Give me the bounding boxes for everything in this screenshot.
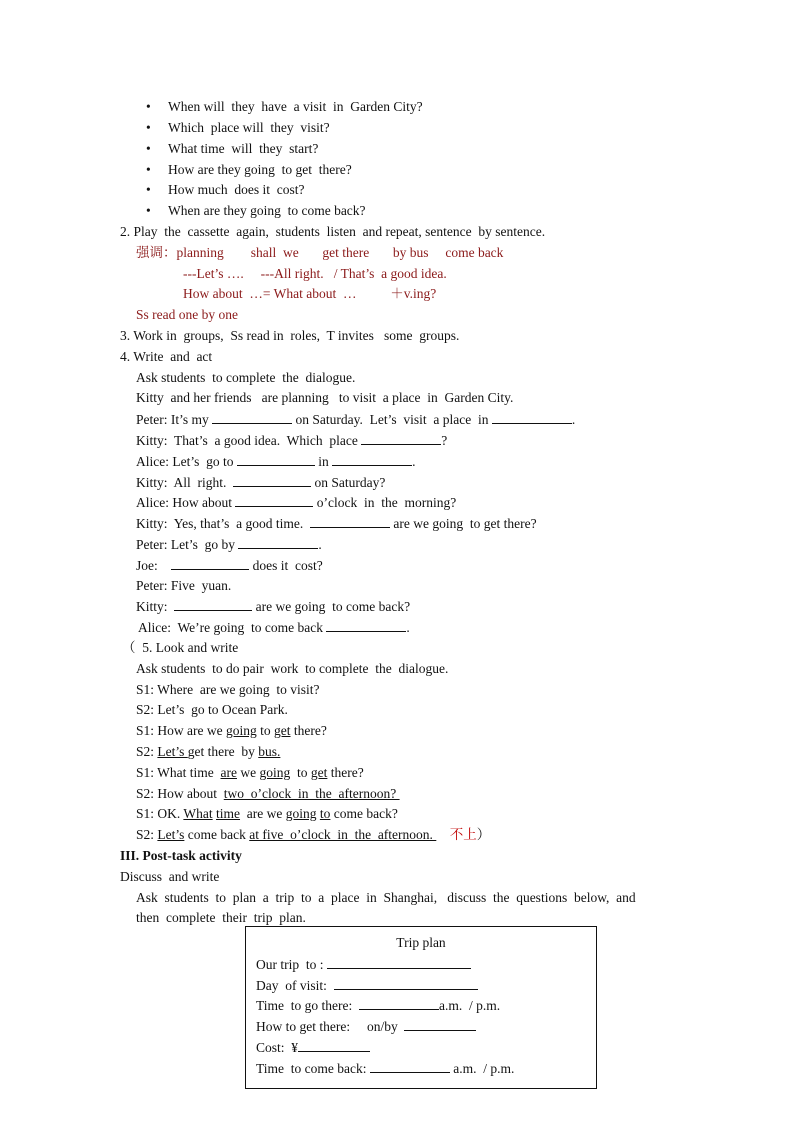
pair-line: S1: How are we going to get there? bbox=[136, 723, 327, 738]
dialogue-line: Peter: It’s my on Saturday. Let’s visit a place in . bbox=[136, 412, 576, 427]
blank[interactable] bbox=[326, 618, 406, 632]
trip-plan-title: Trip plan bbox=[396, 935, 446, 950]
blank[interactable] bbox=[174, 597, 252, 611]
emphasis-label: 强调： bbox=[136, 245, 177, 260]
pair-line: S1: OK. What time are we going to come back? bbox=[136, 806, 398, 821]
trip-row: Time to go there: a.m. / p.m. bbox=[256, 998, 501, 1013]
bullet: • bbox=[146, 203, 151, 218]
trip-row: Our trip to : bbox=[256, 955, 471, 974]
task-instructions: Ask students to plan a trip to a place in Shanghai, discuss the questions below, and bbox=[136, 890, 636, 905]
blank[interactable] bbox=[361, 431, 441, 445]
section-heading: III. Post-task activity bbox=[120, 848, 242, 863]
return-time-field[interactable] bbox=[370, 1059, 450, 1073]
dialogue-line: Kitty: are we going to come back? bbox=[136, 599, 411, 614]
trip-row: Cost: ¥ bbox=[256, 1038, 370, 1057]
blank[interactable] bbox=[235, 493, 313, 507]
pair-line: S2: Let’s go to Ocean Park. bbox=[136, 702, 288, 717]
cost-field[interactable] bbox=[298, 1038, 370, 1052]
pair-line: S2: Let’s come back at five o’clock in the afternoon. 不上） bbox=[136, 827, 491, 842]
dialogue-line: Kitty: Yes, that’s a good time. are we going to get there? bbox=[136, 516, 537, 531]
step-4-intro: Ask students to complete the dialogue. bbox=[136, 370, 356, 385]
blank[interactable] bbox=[492, 410, 572, 424]
question-item: Which place will they visit? bbox=[168, 120, 330, 135]
trip-row: Time to come back: a.m. / p.m. bbox=[256, 1061, 515, 1076]
dialogue-line: Alice: Let’s go to in . bbox=[136, 454, 416, 469]
emphasis-items: planning shall we get there by bus come back bbox=[176, 245, 504, 260]
question-item: How are they going to get there? bbox=[168, 162, 352, 177]
blank[interactable] bbox=[212, 410, 292, 424]
blank[interactable] bbox=[310, 514, 390, 528]
discuss-label: Discuss and write bbox=[120, 869, 220, 884]
bullet: • bbox=[146, 120, 151, 135]
emphasis-line-3: How about …= What about … ＋v.ing? bbox=[183, 286, 437, 301]
bullet: • bbox=[146, 182, 151, 197]
teacher-note: 不上 bbox=[449, 827, 477, 842]
step-5-title: （ 5. Look and write bbox=[122, 640, 239, 655]
step-5-intro: Ask students to do pair work to complete the dialogue. bbox=[136, 661, 449, 676]
question-item: When will they have a visit in Garden City? bbox=[168, 99, 423, 114]
blank[interactable] bbox=[171, 556, 249, 570]
bullet: • bbox=[146, 99, 151, 114]
pair-line: S2: Let’s get there by bus. bbox=[136, 744, 281, 759]
dialogue-line: Peter: Five yuan. bbox=[136, 578, 232, 593]
question-item: What time will they start? bbox=[168, 141, 319, 156]
bullet: • bbox=[146, 141, 151, 156]
dialogue-line: Peter: Let’s go by . bbox=[136, 537, 322, 552]
emphasis-line-1 bbox=[136, 244, 503, 262]
go-time-field[interactable] bbox=[359, 996, 439, 1010]
trip-row: Day of visit: bbox=[256, 976, 478, 995]
emphasis-line-4: Ss read one by one bbox=[136, 307, 238, 322]
blank[interactable] bbox=[237, 452, 315, 466]
blank[interactable] bbox=[238, 535, 318, 549]
question-item: When are they going to come back? bbox=[168, 203, 366, 218]
step-3: 3. Work in groups, Ss read in roles, T invites some groups. bbox=[120, 328, 460, 343]
trip-plan-box bbox=[245, 926, 597, 1089]
blank[interactable] bbox=[332, 452, 412, 466]
day-field[interactable] bbox=[334, 976, 478, 990]
transport-field[interactable] bbox=[404, 1017, 476, 1031]
dialogue-line: Joe: does it cost? bbox=[136, 558, 323, 573]
pair-line: S1: What time are we going to get there? bbox=[136, 765, 364, 780]
question-item: How much does it cost? bbox=[168, 182, 305, 197]
destination-field[interactable] bbox=[327, 955, 471, 969]
dialogue-line: Kitty: That’s a good idea. Which place ? bbox=[136, 433, 448, 448]
pair-line: S2: How about two o’clock in the afternoon? bbox=[136, 786, 400, 801]
dialogue-line: Alice: How about o’clock in the morning? bbox=[136, 495, 457, 510]
bullet: • bbox=[146, 162, 151, 177]
step-4-context: Kitty and her friends are planning to visit a place in Garden City. bbox=[136, 390, 514, 405]
blank[interactable] bbox=[233, 473, 311, 487]
dialogue-line: Kitty: All right. on Saturday? bbox=[136, 475, 386, 490]
trip-row: How to get there: on/by bbox=[256, 1017, 476, 1036]
step-2: 2. Play the cassette again, students listen and repeat, sentence by sentence. bbox=[120, 224, 546, 239]
task-instructions: then complete their trip plan. bbox=[136, 910, 306, 925]
dialogue-line: Alice: We’re going to come back . bbox=[138, 620, 410, 635]
pair-line: S1: Where are we going to visit? bbox=[136, 682, 320, 697]
emphasis-line-2: ---Let’s …. ---All right. / That’s a good idea. bbox=[183, 266, 447, 281]
step-4: 4. Write and act bbox=[120, 349, 213, 364]
